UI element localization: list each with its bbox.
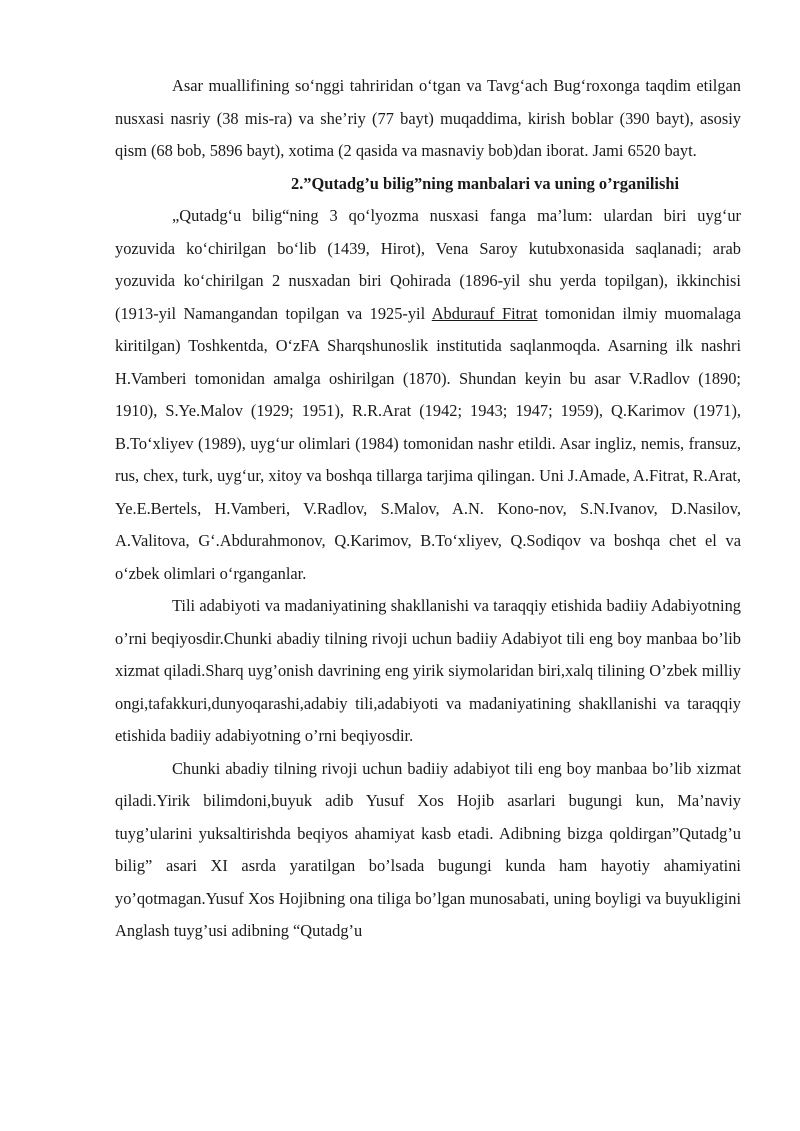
paragraph-yusuf-xos-hojib: Chunki abadiy tilning rivoji uchun badiiy adabiyot tili eng boy manbaa bo’lib xizmat qiladi.Yirik bilimdoni,buyuk adib Yusuf Xos Hojib asarlari bugungi kun, Ma’naviy tuyg’ularini yuksaltirishda beqiyos ahamiyat kasb etadi. Adibning bizga qoldirgan”Qutadg’u bilig” asari XI asrda yaratilgan bo’lsada bugungi kunda ham hayotiy ahamiyatini yo’qotmagan.Yusuf Xos Hojibning ona tiliga bo’lgan munosabati, uning boyligi va buyukligini Anglash tuyg’usi adibning “Qutadg’u <box>115 758 741 940</box>
abdurauf-fitrat-link[interactable]: Abdurauf Fitrat <box>431 303 538 323</box>
paragraph-manuscript-structure: Asar muallifining so‘nggi tahriridan o‘tgan va Tavg‘ach Bug‘roxonga taqdim etilgan nusxasi nasriy (38 mis-ra) va she’riy (77 bayt) muqaddima, kirish boblar (390 bayt), asosiy qism (68 bob, 5896 bayt), xotima (2 qasida va masnaviy bob)dan iborat. Jami 6520 bayt. <box>115 76 741 160</box>
section-heading: 2.”Qutadg’u bilig”ning manbalari va uning o’rganilishi <box>291 173 680 193</box>
paragraph-manuscripts-text-end: tomonidan ilmiy muomalaga kiritilgan) Toshkentda, O‘zFA Sharqshunoslik institutida saqlanmoqda. Asarning ilk nashri H.Vamberi tomonidan amalga oshirilgan (1870). Shundan keyin bu asar V.Radlov (1890; 1910), S.Ye.Malov (1929; 1951), R.R.Arat (1942; 1943; 1947; 1959), Q.Karimov (1971), B.To‘xliyev (1989), uyg‘ur olimlari (1984) tomonidan nashr etildi. Asar ingliz, nemis, fransuz, rus, chex, turk, uyg‘ur, xitoy va boshqa tillarga tarjima qilingan. Uni J.Amade, A.Fitrat, R.Arat, Ye.E.Bertels, H.Vamberi, V.Radlov, S.Malov, A.N. Kono-nov, S.N.Ivanov, D.Nasilov, A.Valitova, G‘.Abdurahmonov, Q.Karimov, B.To‘xliyev, Q.Sodiqov va boshqa chet el va o‘zbek olimlari o‘rganganlar. <box>115 303 741 583</box>
paragraph-manuscripts <box>115 200 741 590</box>
document-page <box>115 70 741 948</box>
paragraph-literature-role: Tili adabiyoti va madaniyatining shakllanishi va taraqqiy etishida badiiy Adabiyotning o’rni beqiyosdir.Chunki abadiy tilning rivoji uchun badiiy Adabiyot tili eng boy manbaa bo’lib xizmat qiladi.Sharq uyg’onish davrining eng yirik siymolaridan biri,xalq tilining O’zbek milliy ongi,tafakkuri,dunyoqarashi,adabiy tili,adabiyoti va madaniyatining shakllanishi va taraqqiy etishida badiiy adabiyotning o’rni beqiyosdir. <box>115 596 741 745</box>
paragraph-manuscripts-text-start: „Qutadg‘u bilig“ning 3 qo‘lyozma nusxasi fanga ma’lum: ulardan biri uyg‘ur yozuvida ko‘chirilgan bo‘lib (1439, Hirot), Vena Saroy kutubxonasida saqlanadi; arab yozuvida ko‘chirilgan 2 nusxadan biri Qohirada (1896-yil shu yerda topilgan), ikkinchisi (1913-yil Namangandan topilgan va 1925-yil <box>115 206 741 323</box>
